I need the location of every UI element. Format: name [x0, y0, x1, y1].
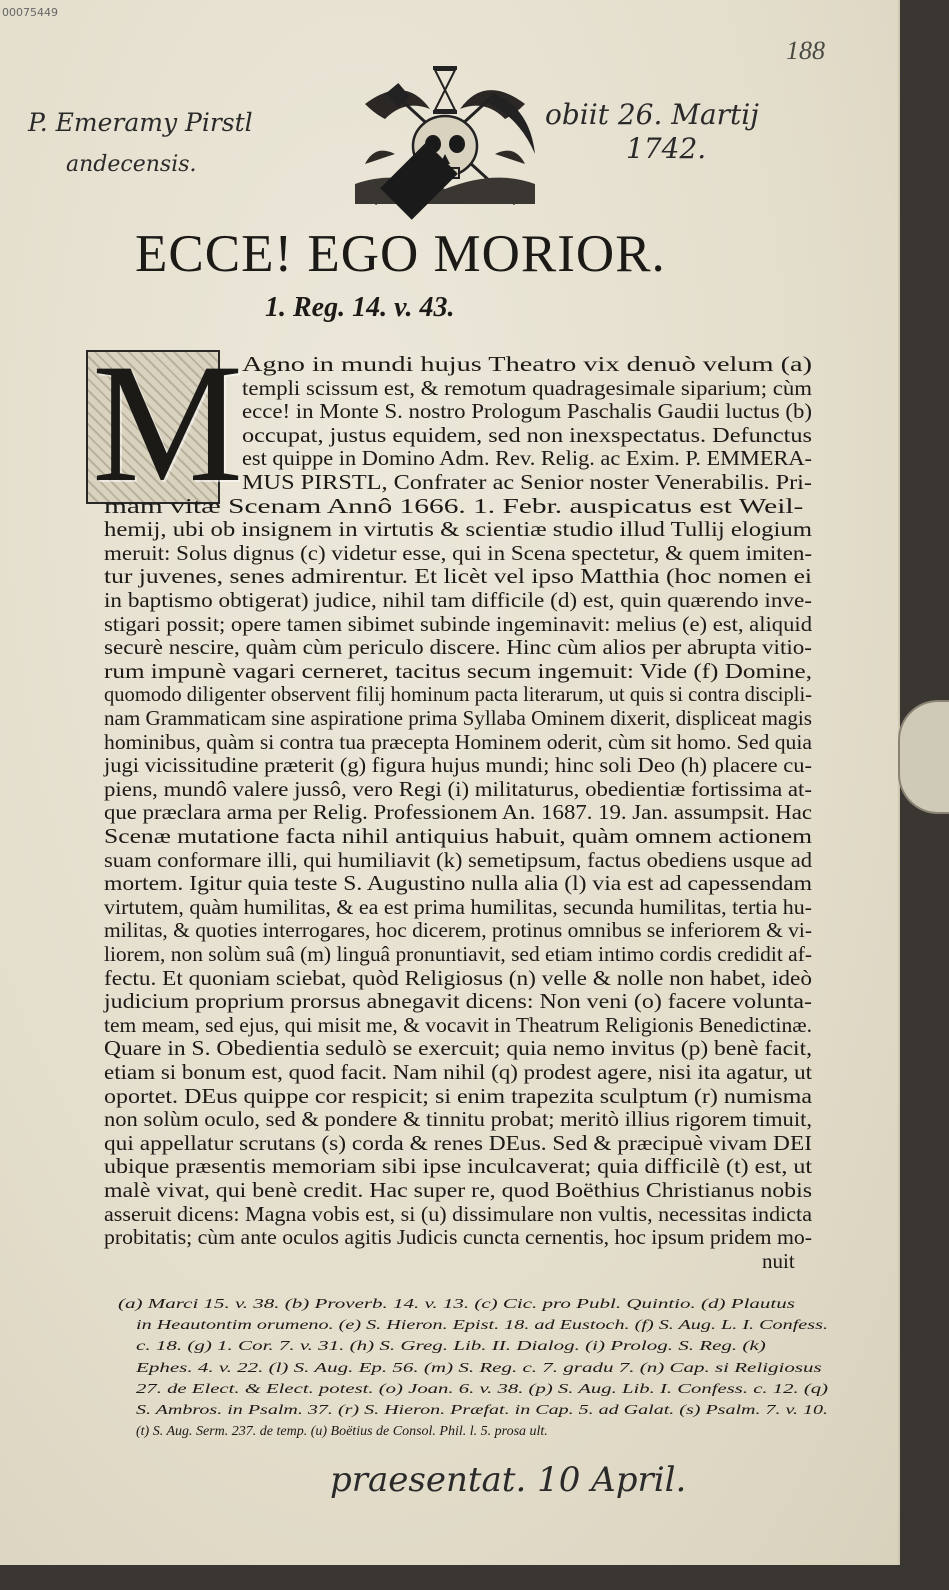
drop-cap-letter: M — [92, 329, 244, 517]
archive-id: 00075449 — [2, 6, 58, 19]
body-line: suam conformare illi, qui humiliavit (k) semetipsum, factus obediens usque ad — [104, 847, 812, 872]
body-line: securè nescire, quàm cùm periculo discere. Hinc cùm alios per abrupta vitio- — [104, 635, 813, 660]
footnote-line: c. 18. (g) 1. Cor. 7. v. 31. (h) S. Greg. Lib. II. Dialog. (i) Prolog. S. Reg. (k) — [136, 1339, 766, 1355]
footnote-line: Ephes. 4. v. 22. (l) S. Aug. Ep. 56. (m) S. Reg. c. 7. gradu 7. (n) Cap. si Religiosus — [136, 1360, 822, 1376]
body-line: occupat, justus equidem, sed non inexspectatus. Defunctus — [242, 422, 812, 447]
folio-number: 188 — [786, 36, 825, 65]
footnote-line: S. Ambros. in Psalm. 37. (r) S. Hieron. Præfat. in Cap. 5. ad Galat. (s) Psalm. 7. v. 10. — [136, 1403, 828, 1418]
body-line: judicium proprium prorsus abnegavit dicens: Non veni (o) facere volunta- — [104, 989, 813, 1014]
body-line: quomodo diligenter observent filij hominum pacta literarum, ut quis si contra discipli- — [104, 682, 812, 707]
body-line: in baptismo obtigerat) judice, nihil tam difficile (d) est, quin quærendo inve- — [104, 588, 812, 612]
body-line: fectu. Et quoniam sciebat, quòd Religiosus (n) velle & nolle non habet, ideò — [104, 965, 812, 990]
body-line: liorem, non solùm suâ (m) linguâ pronuntiavit, sed etiam intimo cordis credidit af- — [104, 942, 812, 966]
body-line: templi scissum est, & remotum quadragesimale siparium; cùm — [242, 375, 812, 400]
body-line: mam vitæ Scenam Annô 1666. 1. Febr. auspicatus est Weil- — [104, 493, 804, 518]
body-line: Agno in mundi hujus Theatro vix denuò velum (a) — [242, 352, 812, 376]
body-line: est quippe in Domino Adm. Rev. Relig. ac Exim. P. EMMERA- — [242, 446, 812, 471]
body-line: nam Grammaticam sine aspiratione prima Syllaba Ominem dixerit, displiceat magis — [104, 706, 812, 730]
handwritten-bottom-note: praesentat. 10 April. — [330, 1460, 687, 1500]
footnote-line: (t) S. Aug. Serm. 237. de temp. (u) Boëtius de Consol. Phil. l. 5. prosa ult. — [136, 1424, 548, 1440]
drop-cap — [86, 329, 244, 517]
body-line: ecce! in Monte S. nostro Prologum Paschalis Gaudii luctus (b) — [242, 399, 812, 424]
body-line: hominibus, quàm si contra tua præcepta Hominem oderit, cùm sit homo. Sed quia — [104, 729, 813, 754]
body-line: ubique præsentis memoriam sibi ipse inculcaverat; quia difficilè (t) est, ut — [104, 1154, 812, 1179]
body-line: oportet. DEus quippe cor respicit; si enim trapezita sculptum (r) numisma — [104, 1083, 812, 1108]
skull-emblem-icon — [345, 64, 545, 210]
body-line: qui appellatur scrutans (s) corda & renes DEus. Sed & præcipuè vivam DEI — [104, 1130, 812, 1155]
body-line: etiam si bonum est, quod facit. Nam nihil (q) prodest agere, nisi ita agatur, ut — [104, 1060, 812, 1084]
body-line: que præclara arma per Relig. Professionem An. 1687. 19. Jan. assumpsit. Hac — [104, 800, 812, 825]
body-line: rum impunè vagari cerneret, tacitus secum ingemuit: Vide (f) Domine, — [104, 658, 812, 683]
body-line: malè vivat, qui benè credit. Hac super re, quod Boëthius Christianus nobis — [104, 1178, 812, 1202]
handwritten-year: 1742. — [626, 132, 707, 165]
body-line: Scenæ mutatione facta nihil antiquius habuit, quàm omnem actionem — [104, 824, 812, 848]
body-line: hemij, ubi ob insignem in virtutis & scientiæ studio illud Tullij elogium — [104, 517, 812, 542]
footnote-line: in Heautontim orumeno. (e) S. Hieron. Epist. 18. ad Eustoch. (f) S. Aug. L. I. Confess. — [136, 1318, 828, 1334]
body-line: meruit: Solus dignus (c) videtur esse, qui in Scena spectetur, & quem imiten- — [104, 540, 812, 565]
body-line: virtutem, quàm humilitas, & ea est prima humilitas, secunda humilitas, tertia hu- — [104, 894, 812, 919]
handwritten-death-date: obiit 26. Martij — [545, 98, 759, 131]
body-line: stigari possit; opere tamen sibimet subinde ingeminavit: melius (e) est, aliquid — [104, 611, 813, 636]
handwritten-name: P. Emeramy Pirstl — [28, 108, 253, 137]
body-line: mortem. Igitur quia teste S. Augustino nulla alia (l) via est ad capessendam — [104, 871, 812, 896]
body-line: jugi vicissitudine præterit (g) figura hujus mundi; hinc soli Deo (h) placere cu- — [104, 753, 812, 778]
footnote-line: 27. de Elect. & Elect. potest. (o) Joan. 6. v. 38. (p) S. Aug. Lib. I. Confess. c. 12. (q) — [136, 1381, 828, 1397]
footnote-line: (a) Marci 15. v. 38. (b) Proverb. 14. v. 13. (c) Cic. pro Publ. Quintio. (d) Plautus — [118, 1297, 795, 1312]
body-line: Quare in S. Obedientia sedulò se exercuit; quia nemo invitus (p) benè facit, — [104, 1036, 812, 1061]
body-line: tem meam, sed ejus, qui misit me, & vocavit in Theatrum Religionis Benedictinæ. — [104, 1012, 812, 1037]
body-line: militas, & quoties interrogares, hoc dicerem, protinus omnibus se inferiorem & vi- — [104, 918, 812, 943]
handwritten-place: andecensis. — [66, 152, 197, 177]
body-line: tur juvenes, senes admirentur. Et licèt vel ipso Matthia (hoc nomen ei — [104, 564, 812, 589]
body-line: asseruit dicens: Magna vobis est, si (u) dissimulare non vultis, necessitas indicta — [104, 1201, 812, 1226]
page-title: ECCE! EGO MORIOR. — [135, 225, 666, 283]
body-line: piens, mundô valere jussô, vero Regi (i) militaturus, obedientiæ fortissima at- — [104, 776, 812, 801]
body-line: MUS PIRSTL, Confrater ac Senior noster Venerabilis. Pri- — [242, 470, 812, 494]
scripture-reference: 1. Reg. 14. v. 43. — [265, 292, 455, 323]
body-line: nuit — [762, 1248, 795, 1273]
paper-clip-tab — [898, 700, 949, 814]
body-line: non solùm oculo, sed & pondere & tinnitu probat; meritò illius rigorem timuit, — [104, 1107, 812, 1132]
body-line: probitatis; cùm ante oculos agitis Judicis cuncta cernentis, hoc ipsum pridem mo- — [104, 1225, 812, 1250]
